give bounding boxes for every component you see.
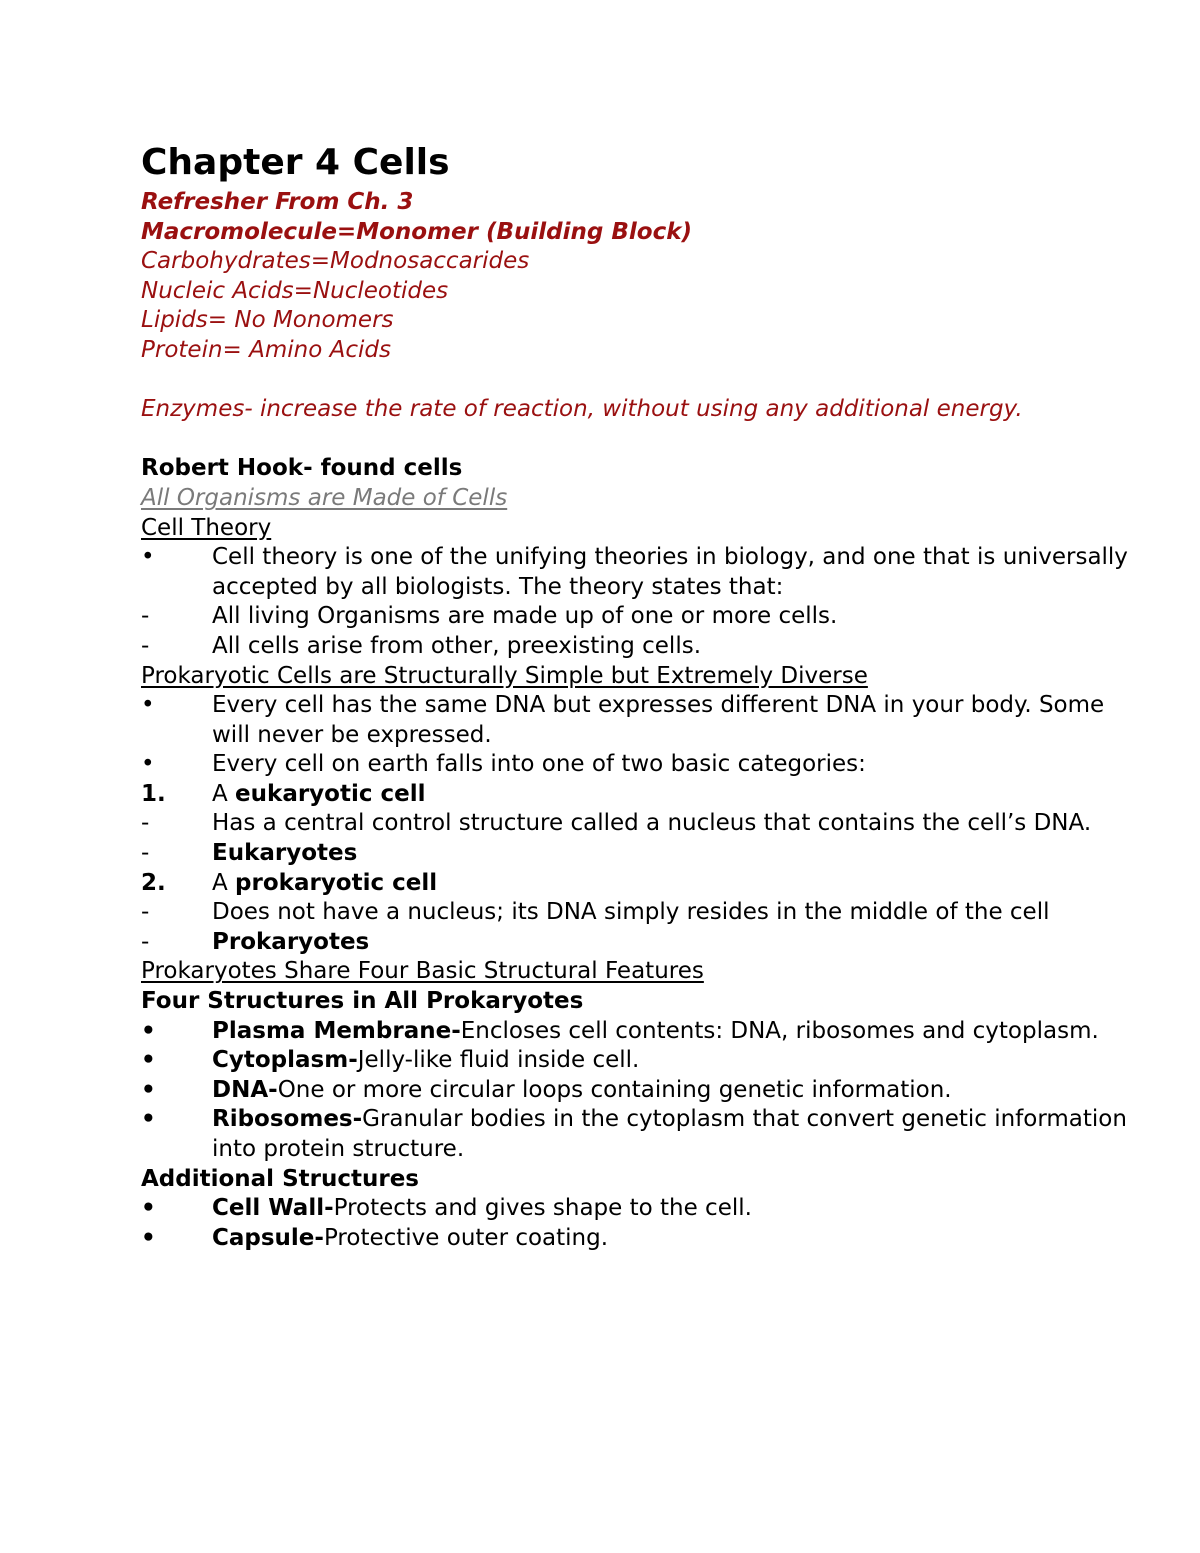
dash-marker: - (141, 810, 150, 837)
category-term (141, 839, 1081, 869)
dash-marker: - (141, 632, 150, 659)
document-page (141, 138, 1128, 1253)
bullet-marker: • (141, 1017, 156, 1044)
feature-desc: Jelly-like fluid inside cell. (357, 1047, 640, 1074)
dash-marker: - (141, 840, 150, 867)
bullet-marker: • (141, 1224, 156, 1251)
refresher-line: Lipids= No Monomers (141, 307, 394, 334)
number-marker: 1. (141, 780, 166, 807)
refresher-line: Protein= Amino Acids (141, 336, 391, 363)
refresher-line: Carbohydrates=Modnosaccarides (141, 248, 530, 275)
category-name: prokaryotic cell (235, 869, 438, 896)
bullet-text: Every cell on earth falls into one of two basic categories: (212, 751, 866, 778)
additional-desc: Protects and gives shape to the cell. (333, 1195, 752, 1222)
bullet-marker: • (141, 1195, 156, 1222)
category-prefix: A (212, 869, 236, 896)
cell-theory-point (141, 602, 1081, 632)
feature-desc: Encloses cell contents: DNA, ribosomes and cytoplasm. (460, 1017, 1099, 1044)
refresher-heading: Refresher From Ch. 3 (141, 189, 414, 215)
category-desc (141, 809, 1132, 839)
feature-item (141, 1046, 1081, 1076)
category-name: eukaryotic cell (235, 780, 426, 807)
cell-theory-point (141, 632, 1081, 662)
category-desc (141, 898, 1132, 928)
category-eukaryotic (141, 780, 1081, 810)
desc-text: Has a central control structure called a nucleus that contains the cell’s DNA. (212, 810, 1092, 837)
additional-term: Capsule- (212, 1224, 324, 1251)
feature-item (141, 1076, 1081, 1106)
prokaryotic-bullet (141, 691, 1132, 750)
bullet-marker: • (141, 544, 155, 571)
additional-item (141, 1224, 1081, 1254)
bullet-marker: • (141, 1106, 156, 1133)
additional-heading: Additional Structures (141, 1165, 419, 1192)
category-prokaryotic (141, 869, 1081, 899)
features-subheading: Four Structures in All Prokaryotes (141, 988, 584, 1015)
prokaryotic-heading: Prokaryotic Cells are Structurally Simple but Extremely Diverse (141, 662, 868, 689)
term-text: Eukaryotes (212, 840, 358, 867)
bullet-marker: • (141, 692, 155, 719)
bullet-marker: • (141, 1076, 156, 1103)
bullet-marker: • (141, 751, 155, 778)
organisms-subtitle: All Organisms are Made of Cells (141, 484, 508, 511)
prokaryotic-bullet (141, 750, 1081, 780)
hook-heading: Robert Hook- found cells (141, 455, 463, 482)
feature-item (141, 1017, 1132, 1047)
desc-text: Does not have a nucleus; its DNA simply resides in the middle of the cell (212, 899, 1050, 926)
feature-desc: Granular bodies in the cytoplasm that convert genetic information into protein structure. (212, 1106, 1127, 1162)
features-heading: Prokaryotes Share Four Basic Structural Features (141, 958, 704, 985)
feature-desc: One or more circular loops containing genetic information. (277, 1076, 952, 1103)
spacer (141, 425, 1081, 455)
additional-item (141, 1194, 1081, 1224)
feature-term: Ribosomes- (212, 1106, 363, 1133)
bullet-marker: • (141, 1047, 156, 1074)
point-text: All living Organisms are made up of one or more cells. (212, 603, 838, 630)
dash-marker: - (141, 899, 150, 926)
spacer (141, 366, 1081, 396)
category-term (141, 928, 1081, 958)
category-prefix: A (212, 780, 236, 807)
dash-marker: - (141, 603, 150, 630)
additional-desc: Protective outer coating. (323, 1224, 609, 1251)
cell-theory-bullet (141, 543, 1132, 602)
cell-theory-heading: Cell Theory (141, 514, 272, 541)
enzymes-note: Enzymes- increase the rate of reaction, without using any additional energy. (141, 396, 1023, 423)
feature-term: Plasma Membrane- (212, 1017, 461, 1044)
dash-marker: - (141, 928, 150, 955)
refresher-subheading: Macromolecule=Monomer (Building Block) (141, 218, 693, 245)
bullet-text: Every cell has the same DNA but expresses different DNA in your body. Some will never be expressed. (212, 692, 1105, 748)
feature-item (141, 1105, 1132, 1164)
term-text: Prokaryotes (212, 928, 370, 955)
feature-term: Cytoplasm- (212, 1047, 358, 1074)
number-marker: 2. (141, 869, 166, 896)
point-text: All cells arise from other, preexisting cells. (212, 632, 702, 659)
feature-term: DNA- (212, 1076, 278, 1103)
page-title: Chapter 4 Cells (141, 142, 450, 183)
bullet-text: Cell theory is one of the unifying theories in biology, and one that is universally accepted by all biologists. The theory states that: (212, 544, 1128, 600)
additional-term: Cell Wall- (212, 1195, 334, 1222)
refresher-line: Nucleic Acids=Nucleotides (141, 277, 449, 304)
